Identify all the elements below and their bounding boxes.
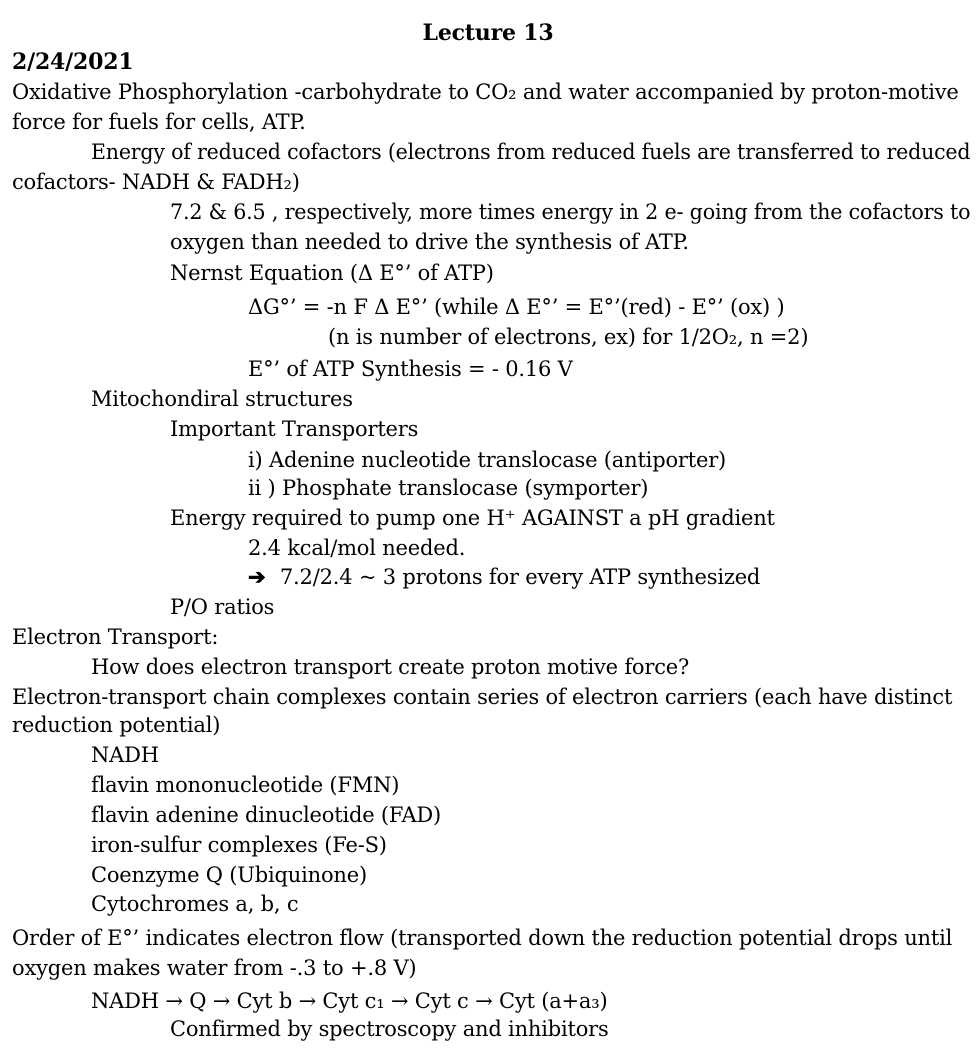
text-line: Mitochondiral structures [91, 387, 353, 411]
text-line: oxygen makes water from -.3 to +.8 V) [12, 956, 417, 980]
text-line: Energy required to pump one H⁺ AGAINST a pH gradient [170, 506, 775, 530]
arrow-icon: ➔ [248, 564, 266, 589]
text-line: Nernst Equation (Δ E°’ of ATP) [170, 261, 494, 285]
text-line: oxygen than needed to drive the synthesis of ATP. [170, 230, 689, 254]
text-line: Electron-transport chain complexes contain series of electron carriers (each have distinct [12, 685, 953, 709]
text-line: Oxidative Phosphorylation -carbohydrate to CO₂ and water accompanied by proton-motive [12, 80, 959, 104]
equation-line: ΔG°’ = -n F Δ E°’ (while Δ E°’ = E°’(red) - E°’ (ox) ) [248, 295, 785, 319]
text-line: i) Adenine nucleotide translocase (antiporter) [248, 448, 727, 472]
text-line: 7.2 & 6.5 , respectively, more times energy in 2 e- going from the cofactors to [170, 200, 971, 224]
lecture-date: 2/24/2021 [12, 49, 134, 75]
page-title: Lecture 13 [422, 20, 554, 46]
text-line: Order of E°’ indicates electron flow (transported down the reduction potential drops until [12, 926, 953, 950]
text-line: How does electron transport create proton motive force? [91, 655, 690, 679]
list-item: Cytochromes a, b, c [91, 892, 299, 916]
list-item: flavin adenine dinucleotide (FAD) [91, 803, 442, 827]
arrow-line [248, 563, 760, 591]
text-line: P/O ratios [170, 595, 275, 619]
text-line: Electron Transport: [12, 625, 219, 649]
text-line: cofactors- NADH & FADH₂) [12, 170, 300, 194]
list-item: NADH [91, 743, 159, 767]
text-line: (n is number of electrons, ex) for 1/2O₂, n =2) [328, 325, 809, 349]
text-line: Important Transporters [170, 417, 419, 441]
text-line: Confirmed by spectroscopy and inhibitors [170, 1017, 609, 1041]
text-line: force for fuels for cells, ATP. [12, 110, 306, 134]
electron-flow-line: NADH → Q → Cyt b → Cyt c₁ → Cyt c → Cyt (a+a₃) [91, 989, 608, 1013]
text-line: 2.4 kcal/mol needed. [248, 536, 466, 560]
list-item: iron-sulfur complexes (Fe-S) [91, 833, 387, 857]
arrow-text: 7.2/2.4 ~ 3 protons for every ATP synthesized [279, 565, 761, 589]
text-line: Energy of reduced cofactors (electrons from reduced fuels are transferred to reduced [91, 140, 971, 164]
text-line: ii ) Phosphate translocase (symporter) [248, 476, 649, 500]
text-line: E°’ of ATP Synthesis = - 0.16 V [248, 357, 573, 381]
list-item: flavin mononucleotide (FMN) [91, 773, 400, 797]
text-line: reduction potential) [12, 713, 221, 737]
list-item: Coenzyme Q (Ubiquinone) [91, 863, 367, 887]
